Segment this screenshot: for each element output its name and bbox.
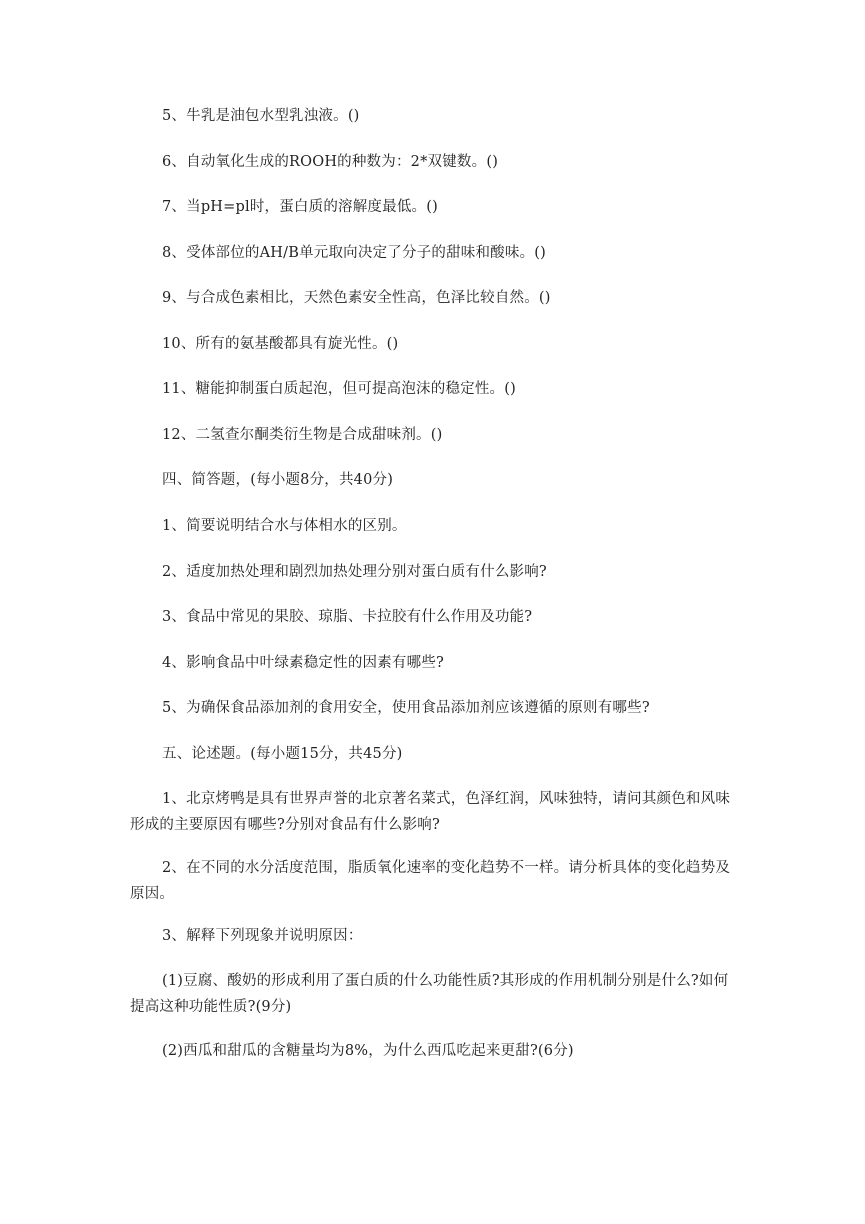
essay-question-1: 1、北京烤鸭是具有世界声誉的北京著名菜式，色泽红润，风味独特，请问其颜色和风味形成的主要原因有哪些?分别对食品有什么影响?: [130, 791, 731, 833]
short-answer-3: 3、食品中常见的果胶、琼脂、卡拉胶有什么作用及功能?: [162, 609, 533, 625]
judgement-item-12: 12、二氢查尔酮类衍生物是合成甜味剂。(): [162, 427, 443, 443]
judgement-item-7: 7、当pH=pl时，蛋白质的溶解度最低。(): [162, 199, 438, 215]
short-answer-1: 1、简要说明结合水与体相水的区别。: [162, 518, 407, 534]
judgement-item-8: 8、受体部位的AH/B单元取向决定了分子的甜味和酸味。(): [162, 245, 546, 261]
essay-question-2: 2、在不同的水分活度范围，脂质氧化速率的变化趋势不一样。请分析具体的变化趋势及原因。: [130, 860, 731, 902]
judgement-item-6: 6、自动氧化生成的ROOH的种数为：2*双键数。(): [162, 154, 499, 170]
section-5-heading: 五、论述题。(每小题15分，共45分): [162, 746, 403, 762]
essay-question-3-part-1: (1)豆腐、酸奶的形成利用了蛋白质的什么功能性质?其形成的作用机制分别是什么?如何提高这种功能性质?(9分): [130, 973, 729, 1015]
short-answer-4: 4、影响食品中叶绿素稳定性的因素有哪些?: [162, 655, 444, 671]
short-answer-5: 5、为确保食品添加剂的食用安全，使用食品添加剂应该遵循的原则有哪些?: [162, 700, 650, 716]
short-answer-2: 2、适度加热处理和剧烈加热处理分别对蛋白质有什么影响?: [162, 564, 547, 580]
essay-question-3: 3、解释下列现象并说明原因：: [162, 928, 363, 944]
judgement-item-11: 11、糖能抑制蛋白质起泡，但可提高泡沫的稳定性。(): [162, 381, 516, 397]
section-4-heading: 四、简答题，(每小题8分，共40分): [162, 472, 394, 488]
judgement-item-5: 5、牛乳是油包水型乳浊液。(): [162, 108, 360, 124]
essay-question-3-part-2: (2)西瓜和甜瓜的含糖量均为8%，为什么西瓜吃起来更甜?(6分): [162, 1043, 574, 1059]
judgement-item-10: 10、所有的氨基酸都具有旋光性。(): [162, 336, 399, 352]
judgement-item-9: 9、与合成色素相比，天然色素安全性高，色泽比较自然。(): [162, 290, 551, 306]
